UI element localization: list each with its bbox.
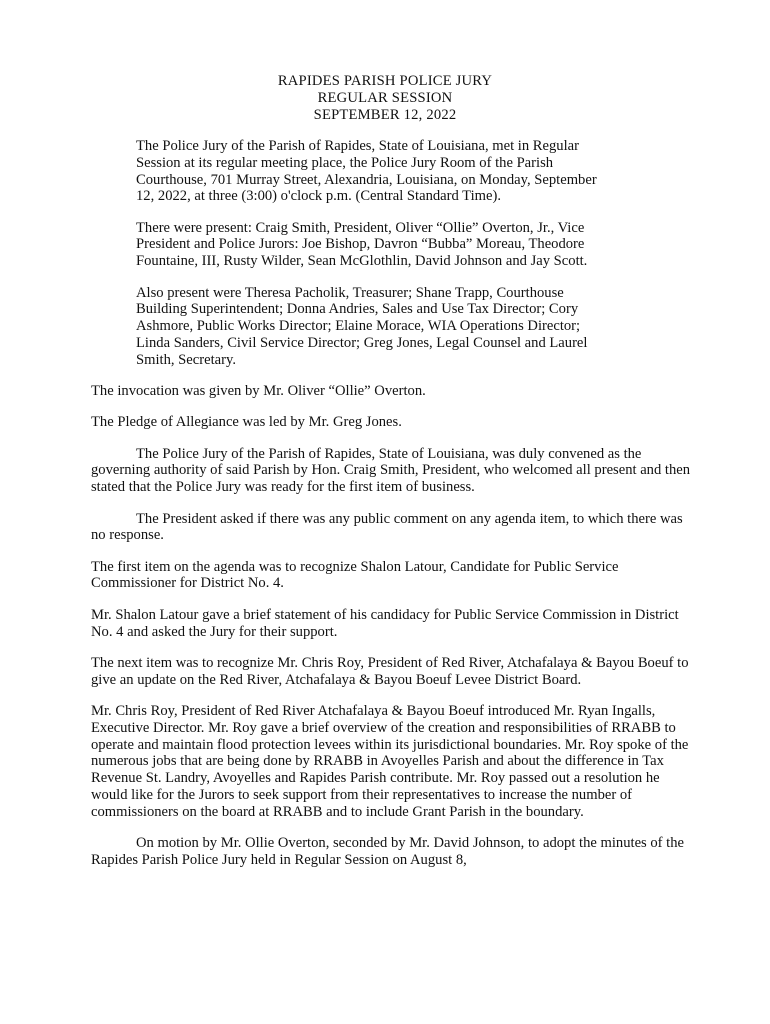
present-paragraph: There were present: Craig Smith, President, Oliver “Ollie” Overton, Jr., Vice President and Police Jurors: Joe Bishop, Davron “Bubba” Moreau, Theodore Fountaine, III, Rusty Wilder, Sean McGlothlin, David Johnson and Jay Scott. <box>136 219 588 270</box>
latour-statement-paragraph: Mr. Shalon Latour gave a brief statement of his candidacy for Public Service Commission in District No. 4 and asked the Jury for their support. <box>91 606 679 640</box>
document-header <box>0 73 770 124</box>
header-session: REGULAR SESSION <box>317 90 453 106</box>
document-body <box>91 138 693 883</box>
public-comment-paragraph: The President asked if there was any public comment on any agenda item, to which there was no response. <box>91 510 683 544</box>
pledge-paragraph: The Pledge of Allegiance was led by Mr. Greg Jones. <box>91 414 402 431</box>
first-item-paragraph: The first item on the agenda was to recognize Shalon Latour, Candidate for Public Service Commissioner for District No. 4. <box>91 558 619 592</box>
header-title: RAPIDES PARISH POLICE JURY <box>277 73 493 89</box>
meeting-intro-paragraph: The Police Jury of the Parish of Rapides, State of Louisiana, met in Regular Session at its regular meeting place, the Police Jury Room of the Parish Courthouse, 701 Murray Street, Alexandria, Louisiana, on Monday, September 12, 2022, at three (3:00) o'clock p.m. (Central Standard Time). <box>136 138 597 205</box>
roy-update-paragraph: Mr. Chris Roy, President of Red River Atchafalaya & Bayou Boeuf introduced Mr. Ryan Ingalls, Executive Director. Mr. Roy gave a brief overview of the creation and responsibilities of RRABB to operate and maintain flood protection levees within its jurisdictional boundaries. Mr. Roy spoke of the numerous jobs that are being done by RRABB in Avoyelles Parish and about the difference in Tax Revenue St. Landry, Avoyelles and Rapides Parish contribute. Mr. Roy passed out a resolution he would like for the Jurors to seek support from their representatives to increase the number of commissioners on the board at RRABB and to include Grant Parish in the boundary. <box>91 702 689 820</box>
header-date: SEPTEMBER 12, 2022 <box>313 107 457 123</box>
convened-paragraph: The Police Jury of the Parish of Rapides, State of Louisiana, was duly convened as the governing authority of said Parish by Hon. Craig Smith, President, who welcomed all present and then stated that the Police Jury was ready for the first item of business. <box>91 445 691 496</box>
next-item-paragraph: The next item was to recognize Mr. Chris Roy, President of Red River, Atchafalaya & Bayou Boeuf to give an update on the Red River, Atchafalaya & Bayou Boeuf Levee District Board. <box>91 654 689 688</box>
also-present-paragraph: Also present were Theresa Pacholik, Treasurer; Shane Trapp, Courthouse Building Superintendent; Donna Andries, Sales and Use Tax Director; Cory Ashmore, Public Works Director; Elaine Morace, WIA Operations Director; Linda Sanders, Civil Service Director; Greg Jones, Legal Counsel and Laurel Smith, Secretary. <box>136 284 588 368</box>
invocation-paragraph: The invocation was given by Mr. Oliver “Ollie” Overton. <box>91 383 426 400</box>
motion-paragraph: On motion by Mr. Ollie Overton, seconded by Mr. David Johnson, to adopt the minutes of the Rapides Parish Police Jury held in Regular Session on August 8, <box>91 835 685 868</box>
